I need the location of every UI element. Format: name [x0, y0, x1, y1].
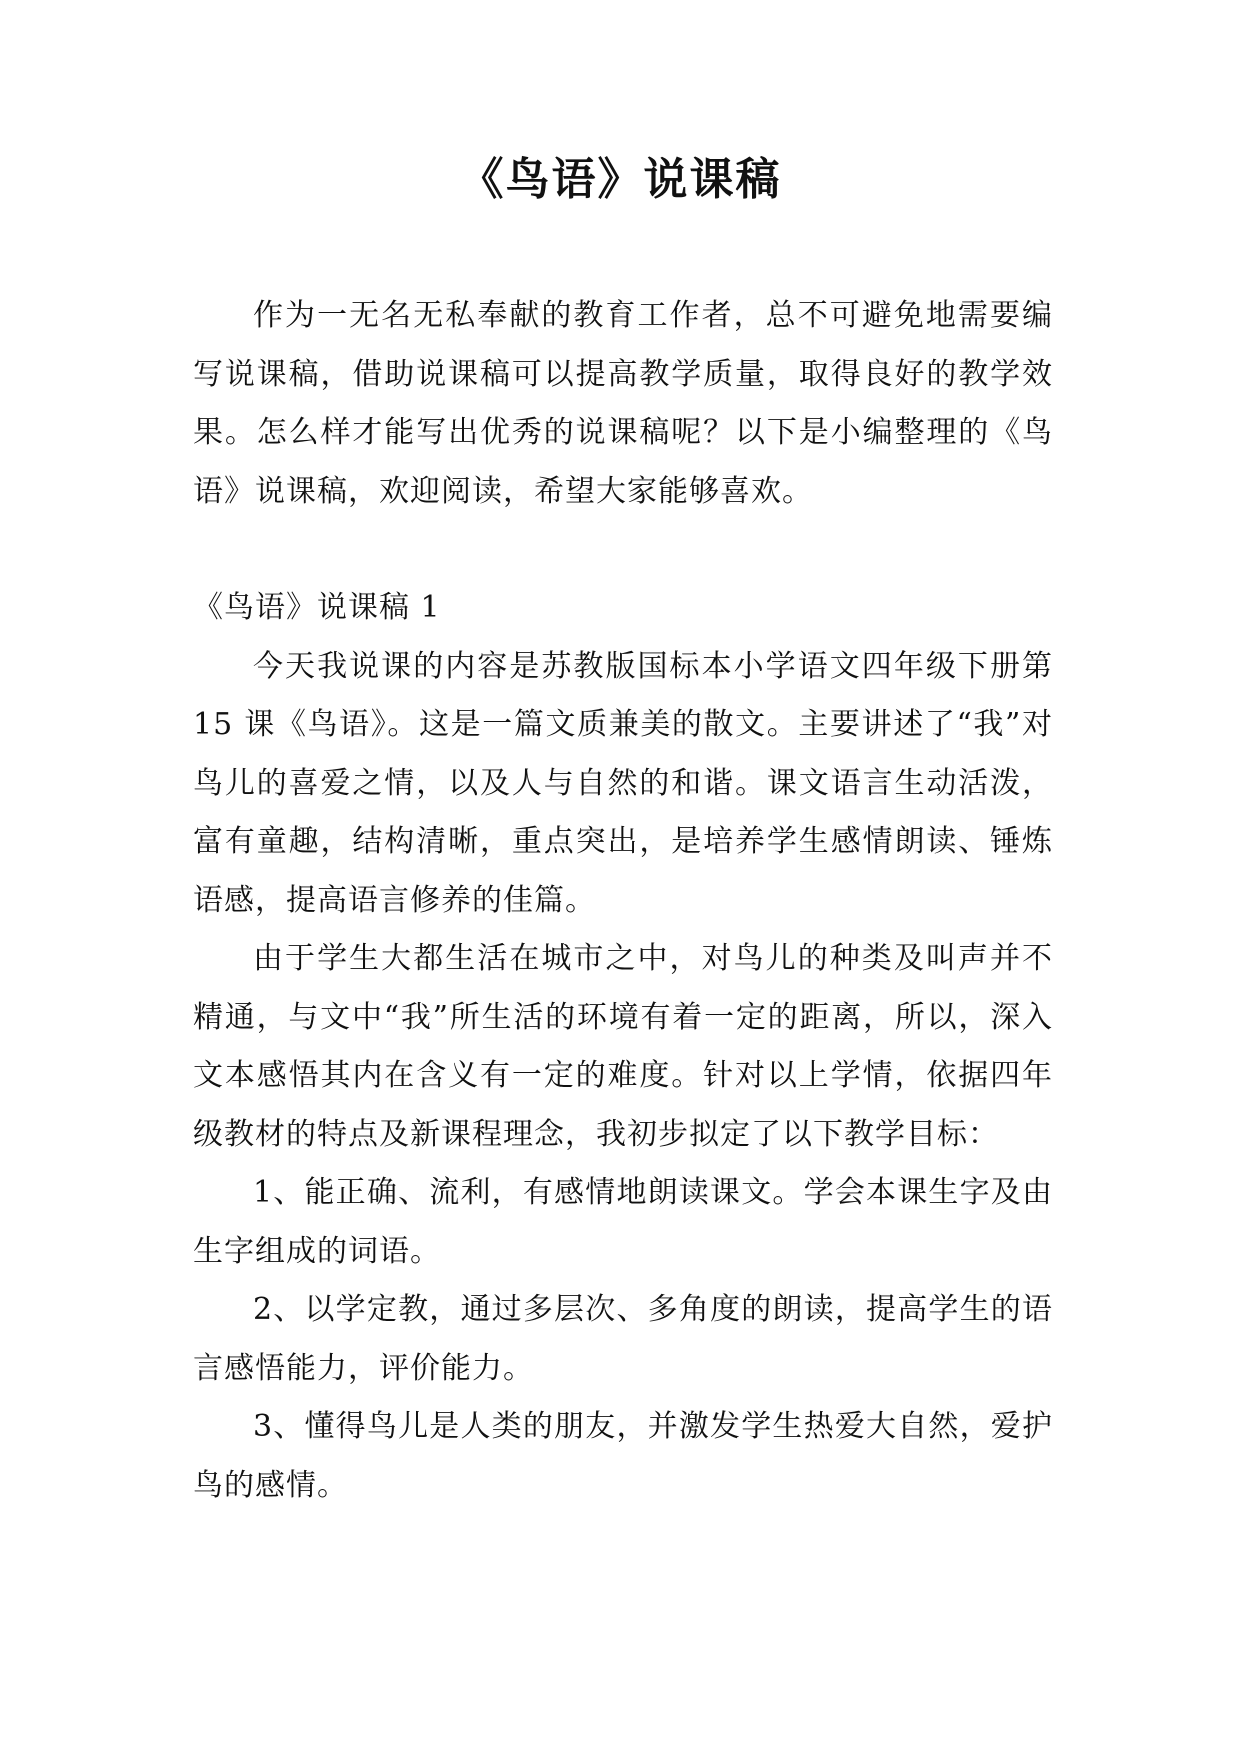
body-paragraph: 由于学生大都生活在城市之中，对鸟儿的种类及叫声并不精通，与文中“我”所生活的环境有着一定的距离，所以，深入文本感悟其内在含义有一定的难度。针对以上学情，依据四年级教材的特点及新课程理念，我初步拟定了以下教学目标： [193, 941, 1053, 1152]
objective-item: 2、以学定教，通过多层次、多角度的朗读，提高学生的语言感悟能力，评价能力。 [193, 1292, 1053, 1386]
objective-item: 3、懂得鸟儿是人类的朋友，并激发学生热爱大自然，爱护鸟的感情。 [193, 1409, 1053, 1503]
document-body [193, 287, 1053, 1515]
section-heading: 《鸟语》说课稿 1 [193, 590, 441, 625]
intro-paragraph: 作为一无名无私奉献的教育工作者，总不可避免地需要编写说课稿，借助说课稿可以提高教学质量，取得良好的教学效果。怎么样才能写出优秀的说课稿呢？以下是小编整理的《鸟语》说课稿，欢迎阅读，希望大家能够喜欢。 [193, 298, 1053, 509]
body-paragraph: 今天我说课的内容是苏教版国标本小学语文四年级下册第 15 课《鸟语》。这是一篇文质兼美的散文。主要讲述了“我”对鸟儿的喜爱之情，以及人与自然的和谐。课文语言生动活泼，富有童趣，结构清晰，重点突出，是培养学生感情朗读、锤炼语感，提高语言修养的佳篇。 [193, 648, 1053, 918]
document-title: 《鸟语》说课稿 [459, 154, 782, 205]
objective-item: 1、能正确、流利，有感情地朗读课文。学会本课生字及由生字组成的词语。 [193, 1175, 1053, 1269]
